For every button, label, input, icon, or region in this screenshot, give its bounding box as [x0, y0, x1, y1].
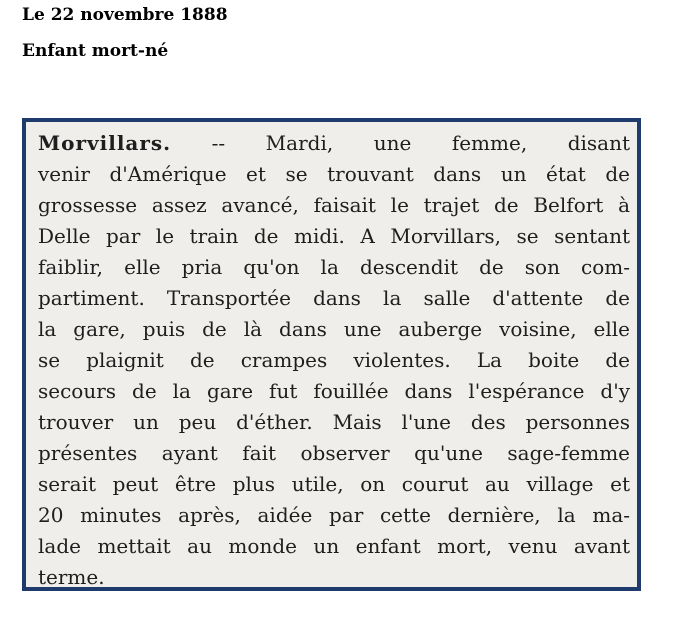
newspaper-clipping	[22, 118, 641, 591]
clipping-line: venir d'Amérique et se trouvant dans un état de	[38, 162, 630, 186]
clipping-line: présentes ayant fait observer qu'une sage-femme	[38, 441, 630, 465]
date-heading: Le 22 novembre 1888	[22, 5, 228, 25]
clipping-line: se plaignit de crampes violentes. La boite de	[38, 348, 630, 372]
place-name: Morvillars.	[38, 131, 172, 155]
clipping-line: secours de la gare fut fouillée dans l'espérance d'y	[38, 379, 630, 403]
clipping-line: faiblir, elle pria qu'on la descendit de son com-	[38, 255, 630, 279]
clipping-line: lade mettait au monde un enfant mort, venu avant	[38, 534, 630, 558]
clipping-line: serait peut être plus utile, on courut au village et	[38, 472, 630, 496]
clipping-line-text: -- Mardi, une femme, disant	[171, 131, 630, 155]
subject-heading: Enfant mort-né	[22, 41, 169, 61]
clipping-text	[38, 128, 630, 591]
clipping-line: trouver un peu d'éther. Mais l'une des personnes	[38, 410, 630, 434]
clipping-line: partiment. Transportée dans la salle d'attente de	[38, 286, 630, 310]
clipping-line: Delle par le train de midi. A Morvillars, se sentant	[38, 224, 630, 248]
clipping-line	[38, 128, 630, 159]
clipping-line: 20 minutes après, aidée par cette dernière, la ma-	[38, 503, 630, 527]
clipping-line: la gare, puis de là dans une auberge voisine, elle	[38, 317, 630, 341]
clipping-line: grossesse assez avancé, faisait le trajet de Belfort à	[38, 193, 630, 217]
clipping-line: terme.	[38, 565, 105, 589]
